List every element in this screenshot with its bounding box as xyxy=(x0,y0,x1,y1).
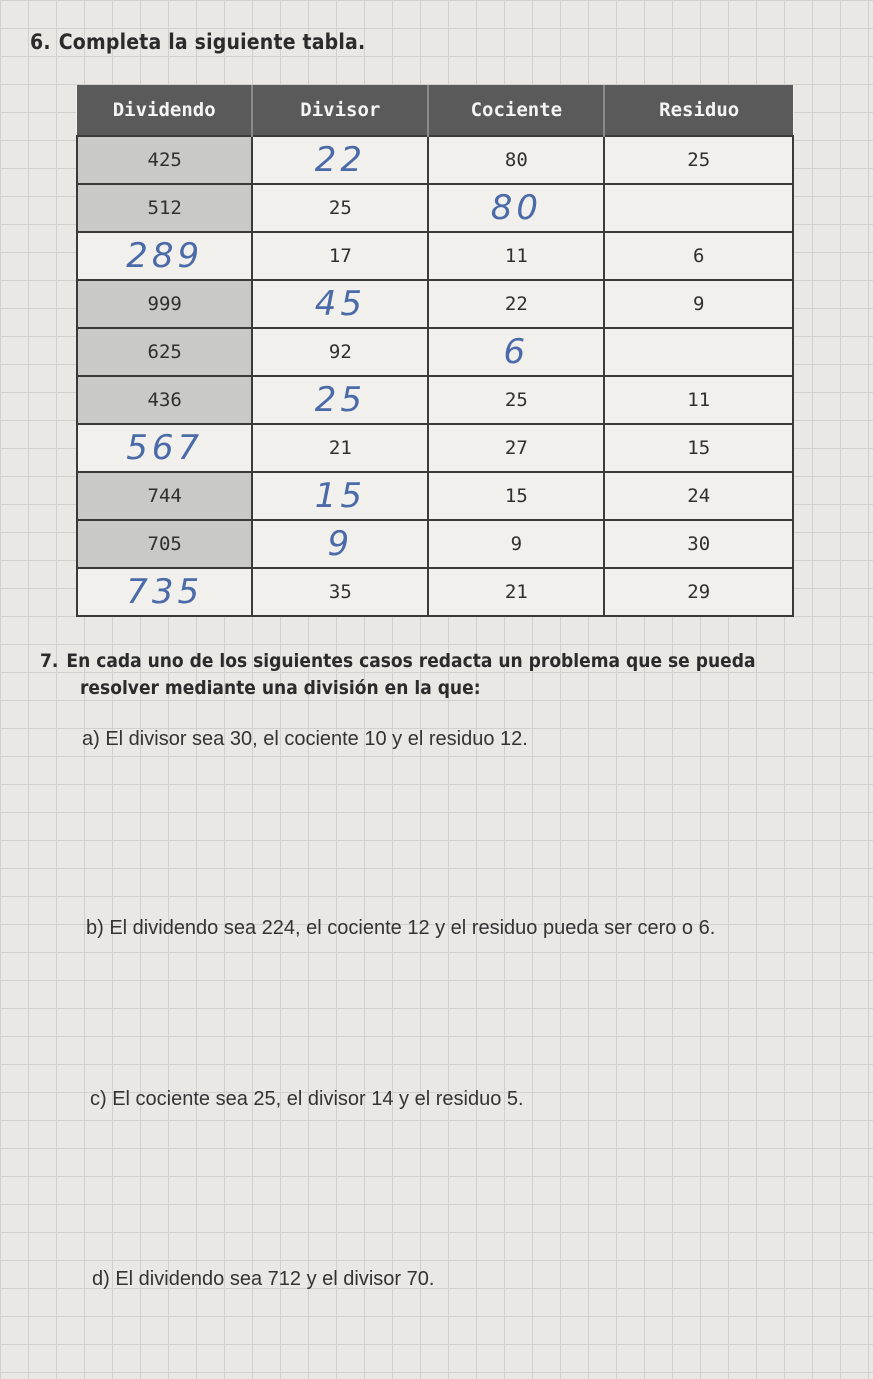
cell-dividendo: 705 xyxy=(77,520,252,568)
table-row xyxy=(77,568,793,616)
cell-residuo: 30 xyxy=(604,520,793,568)
table-row xyxy=(77,328,793,376)
table-row xyxy=(77,232,793,280)
cell-residuo: 29 xyxy=(604,568,793,616)
cell-residuo: 24 xyxy=(604,472,793,520)
table-row xyxy=(77,520,793,568)
exercise-6-text: Completa la siguiente tabla. xyxy=(58,30,366,54)
cell-cociente: 27 xyxy=(428,424,604,472)
cell-divisor: 25 xyxy=(252,184,428,232)
header-residuo: Residuo xyxy=(604,85,793,136)
table-row xyxy=(77,472,793,520)
item-b: b) El dividendo sea 224, el cociente 12 y el residuo pueda ser cero o 6. xyxy=(86,917,716,939)
cell-residuo: 11 xyxy=(604,376,793,424)
header-divisor: Divisor xyxy=(252,85,428,136)
cell-residuo: 25 xyxy=(604,136,793,184)
table-header-row xyxy=(77,85,793,136)
cell-residuo-empty[interactable] xyxy=(604,328,793,376)
cell-residuo: 6 xyxy=(604,232,793,280)
cell-residuo-empty[interactable] xyxy=(604,184,793,232)
exercise-7-line1: En cada uno de los siguientes casos redacta un problema que se pueda xyxy=(66,650,756,672)
cell-divisor: 92 xyxy=(252,328,428,376)
division-table xyxy=(76,85,794,617)
header-cociente: Cociente xyxy=(428,85,604,136)
cell-divisor-handwritten[interactable]: 22 xyxy=(252,136,428,184)
cell-residuo: 9 xyxy=(604,280,793,328)
exercise-6-number: 6. xyxy=(30,30,51,54)
cell-cociente: 80 xyxy=(428,136,604,184)
table-row xyxy=(77,280,793,328)
cell-divisor-handwritten[interactable]: 15 xyxy=(252,472,428,520)
item-c: c) El cociente sea 25, el divisor 14 y el residuo 5. xyxy=(90,1088,524,1110)
cell-dividendo: 425 xyxy=(77,136,252,184)
item-a: a) El divisor sea 30, el cociente 10 y el residuo 12. xyxy=(82,728,528,750)
cell-cociente: 22 xyxy=(428,280,604,328)
cell-dividendo-handwritten[interactable]: 735 xyxy=(77,568,252,616)
cell-divisor-handwritten[interactable]: 9 xyxy=(252,520,428,568)
cell-dividendo-handwritten[interactable]: 289 xyxy=(77,232,252,280)
cell-dividendo: 512 xyxy=(77,184,252,232)
table-row xyxy=(77,376,793,424)
item-d: d) El dividendo sea 712 y el divisor 70. xyxy=(92,1268,435,1290)
exercise-6-title xyxy=(30,30,365,54)
table-row xyxy=(77,184,793,232)
cell-dividendo: 744 xyxy=(77,472,252,520)
cell-cociente-handwritten[interactable]: 6 xyxy=(428,328,604,376)
exercise-7-number: 7. xyxy=(40,650,59,672)
cell-divisor: 35 xyxy=(252,568,428,616)
cell-cociente-handwritten[interactable]: 80 xyxy=(428,184,604,232)
cell-dividendo: 436 xyxy=(77,376,252,424)
cell-dividendo: 999 xyxy=(77,280,252,328)
table-row xyxy=(77,424,793,472)
cell-residuo: 15 xyxy=(604,424,793,472)
exercise-7-instructions xyxy=(40,648,840,702)
cell-cociente: 9 xyxy=(428,520,604,568)
cell-divisor: 17 xyxy=(252,232,428,280)
exercise-7-line2: resolver mediante una división en la que: xyxy=(80,677,481,699)
cell-divisor: 21 xyxy=(252,424,428,472)
cell-cociente: 15 xyxy=(428,472,604,520)
cell-dividendo-handwritten[interactable]: 567 xyxy=(77,424,252,472)
header-dividendo: Dividendo xyxy=(77,85,252,136)
cell-cociente: 25 xyxy=(428,376,604,424)
cell-divisor-handwritten[interactable]: 45 xyxy=(252,280,428,328)
table-row xyxy=(77,136,793,184)
cell-divisor-handwritten[interactable]: 25 xyxy=(252,376,428,424)
cell-dividendo: 625 xyxy=(77,328,252,376)
cell-cociente: 21 xyxy=(428,568,604,616)
cell-cociente: 11 xyxy=(428,232,604,280)
